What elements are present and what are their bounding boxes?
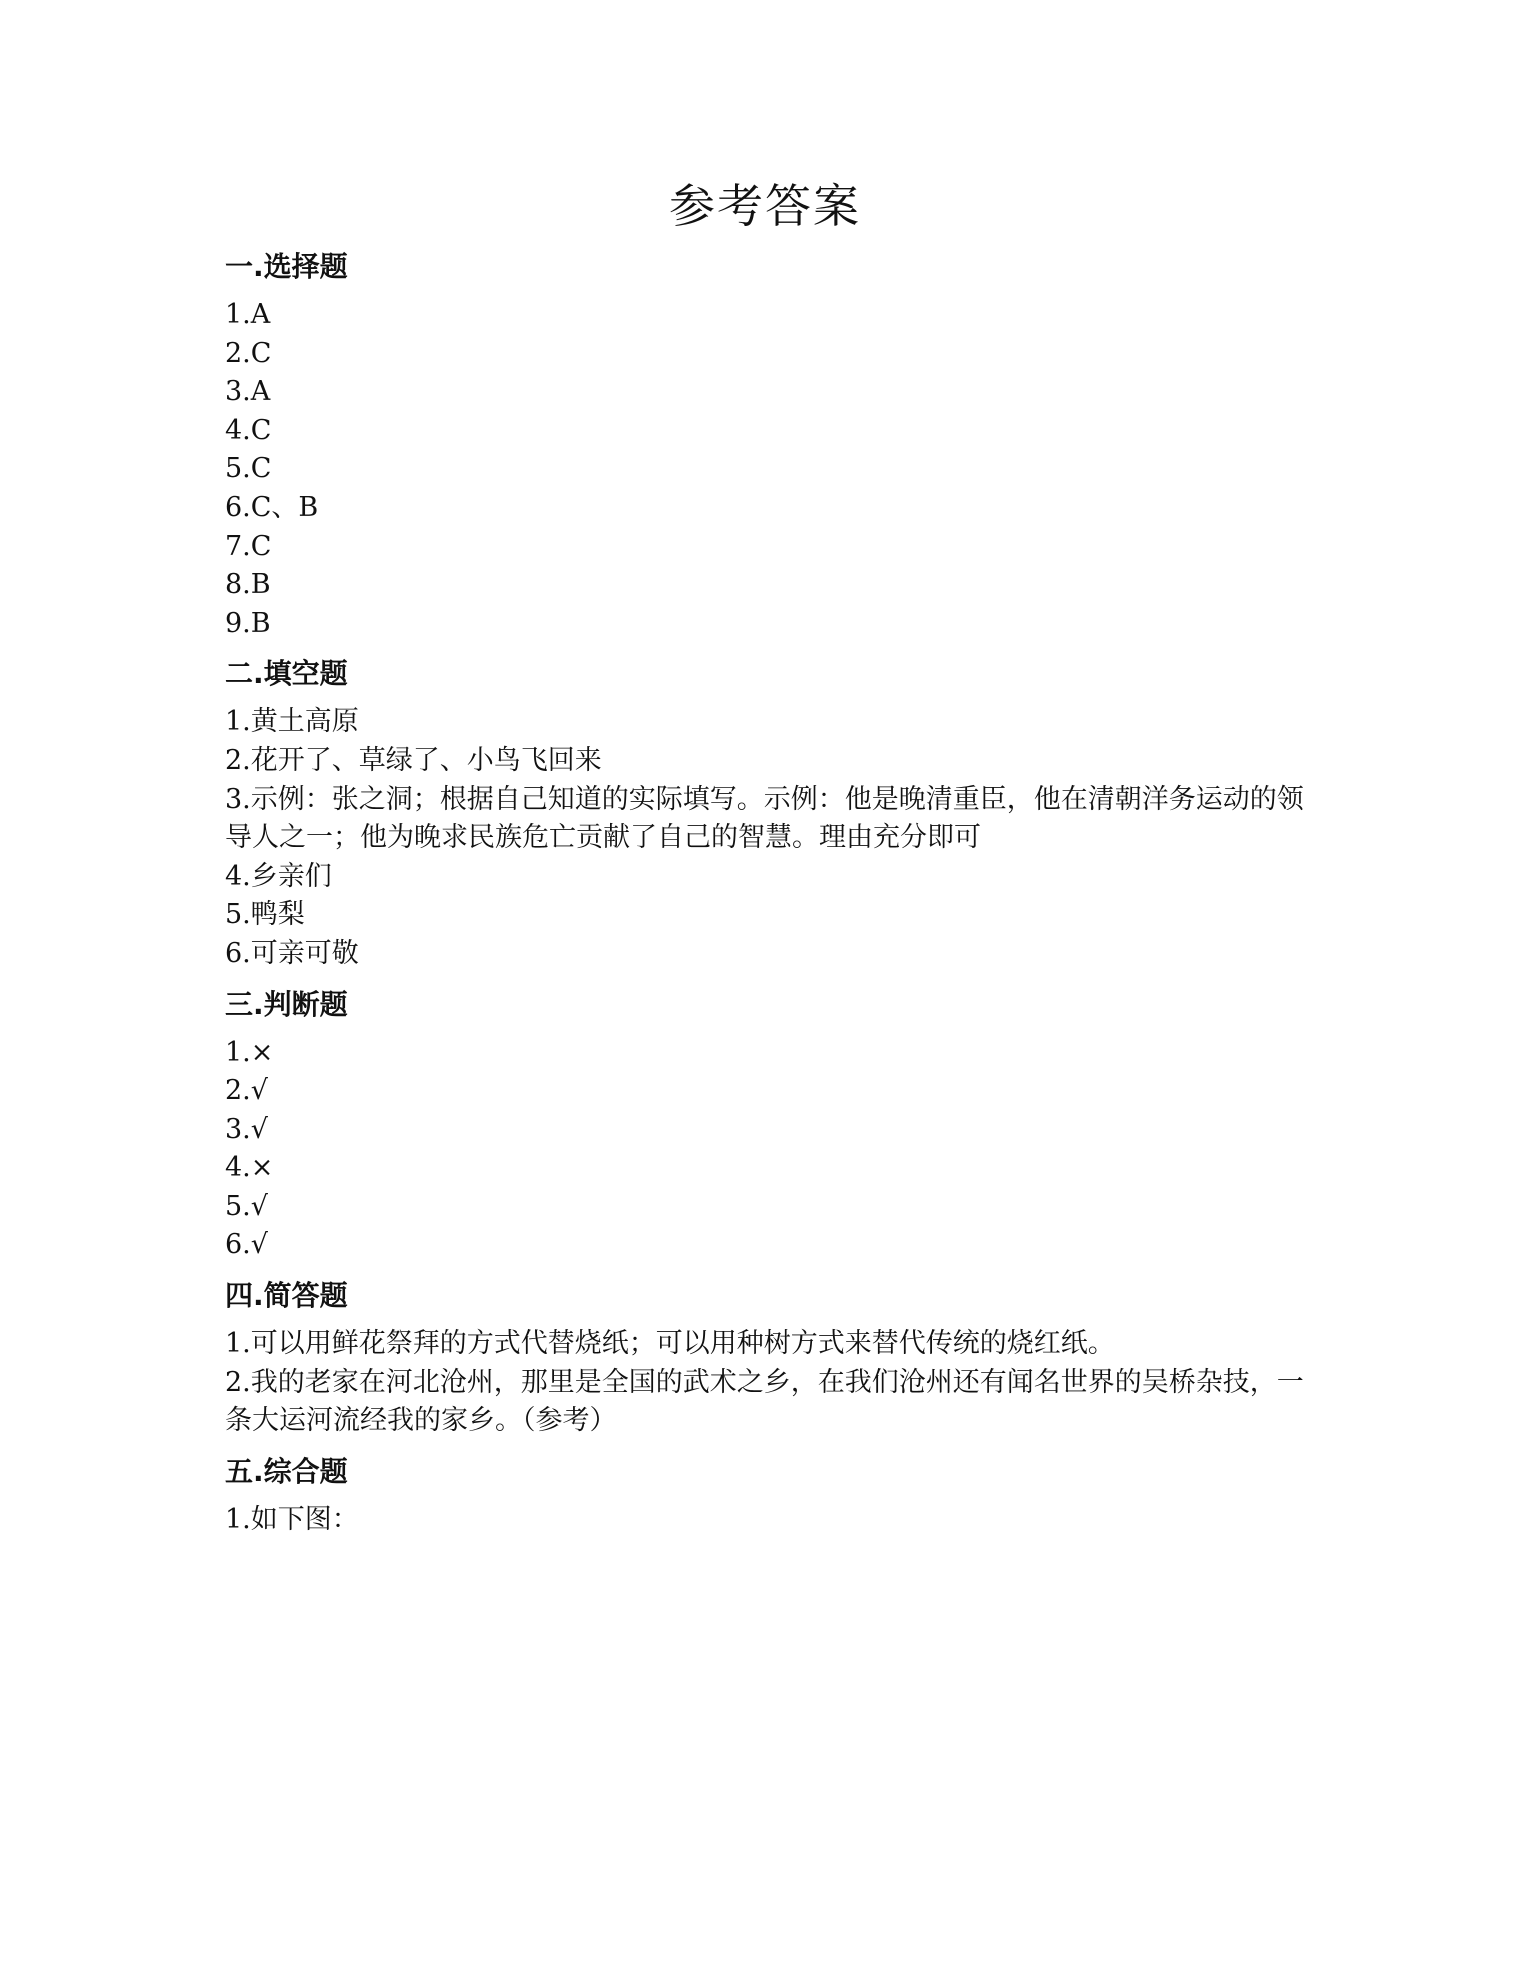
section-heading: 五.综合题 [225, 1454, 348, 1488]
section-true-false [225, 984, 1315, 1266]
section-comprehensive [225, 1451, 1315, 1540]
answer-item: 3.示例：张之洞；根据自己知道的实际填写。示例：他是晚清重臣，他在清朝洋务运动的领导人之一；他为晚求民族危亡贡献了自己的智慧。理由充分即可 [225, 783, 1304, 854]
answer-item: 6.√ [225, 1229, 268, 1261]
answer-item: 1.× [225, 1036, 274, 1068]
answer-item: 2.√ [225, 1075, 268, 1107]
answer-item: 8.B [225, 569, 271, 601]
section-multiple-choice [225, 246, 1315, 643]
answer-item: 2.我的老家在河北沧州，那里是全国的武术之乡，在我们沧州还有闻名世界的吴桥杂技，一条大运河流经我的家乡。（参考） [225, 1366, 1304, 1437]
answer-item: 2.花开了、草绿了、小鸟飞回来 [225, 744, 602, 776]
page-title: 参考答案 [669, 179, 861, 233]
section-heading: 一.选择题 [225, 250, 348, 283]
answer-item: 5.C [225, 453, 272, 485]
answer-item: 4.× [225, 1152, 274, 1184]
answer-item: 6.C、B [225, 491, 319, 523]
answer-item: 1.黄土高原 [225, 706, 359, 738]
section-short-answer [225, 1275, 1315, 1441]
section-heading: 四.简答题 [225, 1279, 348, 1313]
section-heading: 二.填空题 [225, 657, 348, 691]
answer-item: 6.可亲可敬 [225, 937, 359, 969]
answer-item: 4.C [225, 414, 272, 446]
answer-item: 4.乡亲们 [225, 860, 332, 892]
answer-content [225, 246, 1315, 1549]
section-heading: 三.判断题 [225, 987, 348, 1021]
answer-item: 1.可以用鲜花祭拜的方式代替烧纸；可以用种树方式来替代传统的烧红纸。 [225, 1328, 1115, 1360]
answer-item: 3.A [225, 376, 271, 408]
answer-item: 9.B [225, 607, 271, 639]
answer-item: 5.鸭梨 [225, 899, 305, 931]
answer-item: 3.√ [225, 1113, 268, 1145]
answer-item: 1.A [225, 299, 271, 330]
answer-item: 5.√ [225, 1190, 268, 1222]
section-fill-in-blank [225, 653, 1315, 973]
answer-item: 2.C [225, 337, 272, 369]
answer-item: 1.如下图： [225, 1503, 359, 1535]
answer-item: 7.C [225, 530, 272, 562]
